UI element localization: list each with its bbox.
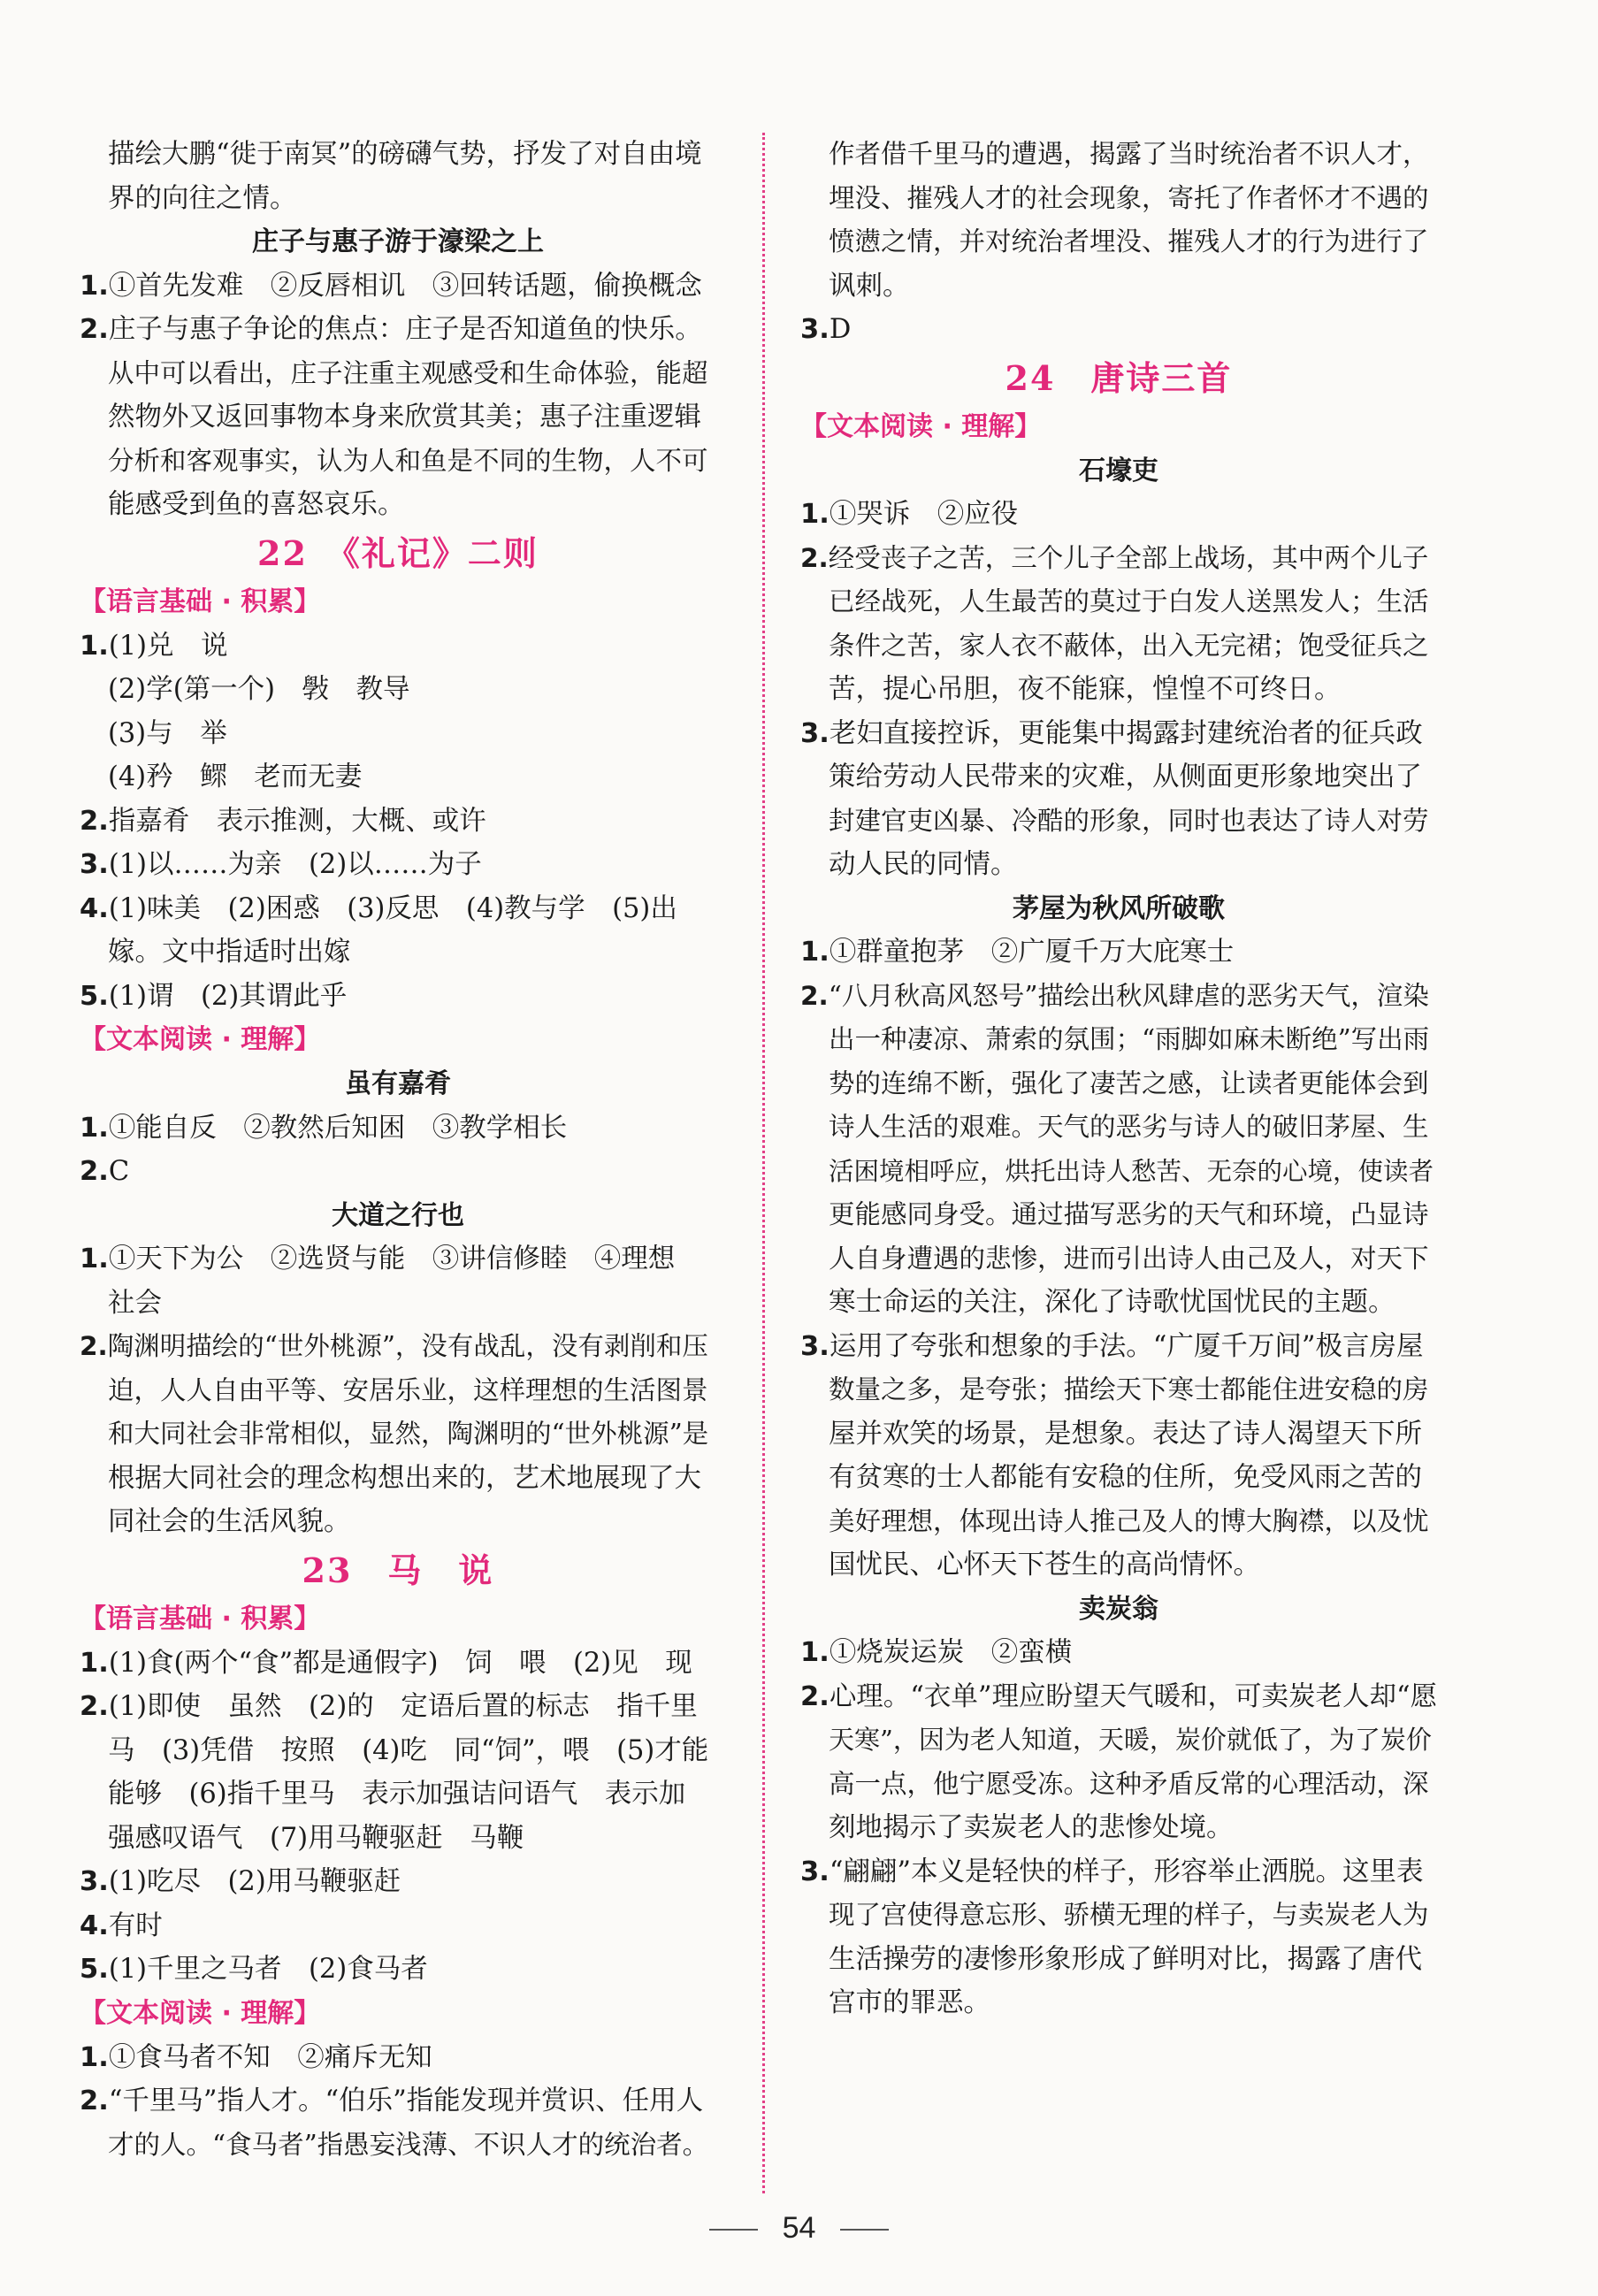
item-number: 2.	[80, 805, 109, 837]
answer-item	[80, 308, 716, 352]
text-line: 诗人生活的艰难。天气的恶劣与诗人的破旧茅屋、生	[829, 1112, 1429, 1142]
item-number: 1.	[80, 1112, 109, 1144]
text-line: 寒士命运的关注，深化了诗歌忧国忧民的主题。	[829, 1287, 1395, 1318]
column-divider	[762, 133, 765, 2193]
item-number: 1.	[800, 499, 830, 530]
item-number: 1.	[80, 1244, 109, 1274]
section-heading: 【文本阅读 · 理解】	[800, 410, 1042, 442]
answer-item	[800, 1850, 1437, 1894]
page-footer	[0, 2211, 1598, 2246]
text-line: 更能感同身受。通过描写恶劣的天气和环境，凸显诗	[829, 1199, 1429, 1229]
item-number: 4.	[80, 1910, 109, 1941]
chapter-title: 22 《礼记》二则	[257, 532, 539, 573]
answer-item	[80, 624, 716, 669]
text-line: 有贫寒的士人都能有安稳的住所，免受风雨之苦的	[829, 1462, 1422, 1493]
item-text: 运用了夸张和想象的手法。“广厦千万间”极言房屋	[829, 1330, 1424, 1362]
item-number: 3.	[800, 1856, 830, 1887]
item-text: ①首先发难 ②反唇相讥 ③回转话题，偷换概念	[108, 270, 702, 302]
right-column	[800, 133, 1437, 2025]
chapter-title: 23 马 说	[302, 1550, 494, 1590]
text-line: 从中可以看出，庄子注重主观感受和生命体验，能超	[108, 357, 708, 388]
item-text: (1)吃尽 (2)用马鞭驱赶	[108, 1866, 401, 1897]
item-number: 1.	[80, 270, 109, 302]
item-text: 心理。“衣单”理应盼望天气暖和，可卖炭老人却“愿	[829, 1680, 1438, 1712]
text-line: 封建官吏凶暴、冷酷的形象，同时也表达了诗人对劳	[829, 805, 1429, 836]
item-text: (1)兑 说	[108, 630, 228, 662]
text-line: 人自身遭遇的悲惨，进而引出诗人由己及人，对天下	[829, 1243, 1429, 1274]
answer-item	[80, 1642, 716, 1686]
text-line: 天寒”，因为老人知道，天暖，炭价就低了，为了炭价	[829, 1725, 1432, 1755]
item-text: ①天下为公 ②选贤与能 ③讲信修睦 ④理想	[108, 1244, 676, 1274]
item-text: ①哭诉 ②应役	[829, 499, 1019, 530]
item-number: 1.	[800, 1637, 830, 1668]
item-number: 2.	[800, 542, 829, 573]
answer-item	[80, 264, 716, 309]
text-line: 屋并欢笑的场景，是想象。表达了诗人渴望天下所	[829, 1418, 1422, 1450]
answer-item	[80, 1106, 716, 1151]
item-text: ①能自反 ②教然后知困 ③教学相长	[108, 1112, 568, 1144]
answer-item	[80, 1150, 716, 1194]
answer-item	[80, 800, 716, 844]
item-number: 2.	[800, 980, 829, 1011]
text-subtitle: 庄子与惠子游于濠梁之上	[252, 226, 544, 257]
text-line: 已经战死，人生最苦的莫过于白发人送黑发人；生活	[829, 586, 1429, 616]
text-line: 刻地揭示了卖炭老人的悲惨处境。	[829, 1812, 1234, 1843]
text-subtitle: 大道之行也	[332, 1199, 464, 1231]
item-number: 1.	[80, 630, 109, 662]
item-number: 3.	[800, 717, 830, 749]
item-number: 3.	[80, 1866, 109, 1897]
text-line: 策给劳动人民带来的灾难，从侧面更形象地突出了	[829, 762, 1422, 792]
answer-item	[80, 887, 716, 931]
item-text: 老妇直接控诉，更能集中揭露封建统治者的征兵政	[829, 717, 1423, 749]
text-line: 苦，提心吊胆，夜不能寐，惶惶不可终日。	[829, 674, 1342, 705]
item-number: 2.	[80, 1156, 109, 1187]
item-text: (1)以……为亲 (2)以……为子	[108, 849, 482, 880]
item-text: ①群童抱茅 ②广厦千万大庇寒士	[829, 937, 1235, 968]
answer-item	[800, 1631, 1437, 1675]
answer-item	[80, 975, 716, 1019]
text-line: 国忧民、心怀天下苍生的高尚情怀。	[829, 1550, 1260, 1580]
answer-item	[800, 712, 1437, 756]
text-line: 界的向往之情。	[108, 182, 297, 214]
answer-item	[80, 1948, 716, 1992]
text-line: 迫，人人自由平等、安居乐业，这样理想的生活图景	[108, 1374, 708, 1405]
text-line: 出一种凄凉、萧索的氛围；“雨脚如麻未断绝”写出雨	[829, 1024, 1430, 1054]
text-line: 才的人。“食马者”指愚妄浅薄、不识人才的统治者。	[108, 2129, 709, 2160]
chapter-title: 24 唐诗三首	[1005, 357, 1233, 398]
answer-item	[800, 308, 1437, 352]
answer-item	[80, 1325, 716, 1369]
text-line: 动人民的同情。	[829, 849, 1018, 880]
answer-item	[80, 1904, 716, 1948]
answer-item	[800, 975, 1437, 1019]
item-text: (1)千里之马者 (2)食马者	[108, 1954, 428, 1985]
answer-item	[80, 1860, 716, 1904]
item-number: 2.	[800, 1680, 830, 1712]
text-subtitle: 卖炭翁	[1079, 1593, 1158, 1625]
text-line: 作者借千里马的遭遇，揭露了当时统治者不识人才，	[829, 139, 1429, 169]
text-line: 描绘大鹏“徙于南冥”的磅礴气势，抒发了对自由境	[108, 139, 702, 170]
text-subtitle: 茅屋为秋风所破歌	[1013, 892, 1225, 924]
item-text: ①烧炭运炭 ②蛮横	[829, 1637, 1073, 1668]
left-column	[80, 133, 716, 2167]
item-text: D	[829, 314, 852, 345]
section-heading: 【语言基础 · 积累】	[80, 1603, 321, 1634]
answer-item	[800, 930, 1437, 975]
footer-dash-right	[840, 2229, 889, 2231]
text-line: 讽刺。	[829, 270, 910, 302]
answer-item	[80, 2036, 716, 2080]
item-text: (1)即使 虽然 (2)的 定语后置的标志 指千里	[108, 1691, 698, 1722]
text-line: 嫁。文中指适时出嫁	[108, 937, 351, 968]
answer-item	[800, 1675, 1437, 1719]
item-text: 经受丧子之苦，三个儿子全部上战场，其中两个儿子	[828, 542, 1429, 573]
answer-item	[80, 1237, 716, 1282]
text-line: 美好理想，体现出诗人推己及人的博大胸襟，以及忧	[829, 1505, 1429, 1536]
answer-item	[80, 1685, 716, 1729]
item-text: 陶渊明描绘的“世外桃源”，没有战乱，没有剥削和压	[107, 1331, 708, 1361]
text-line: 活困境相呼应，烘托出诗人愁苦、无奈的心境，使读者	[829, 1156, 1434, 1186]
text-line: 根据大同社会的理念构想出来的，艺术地展现了大	[108, 1462, 701, 1494]
item-text: (1)谓 (2)其谓此乎	[108, 980, 348, 1012]
page-number: 54	[782, 2211, 816, 2245]
item-number: 2.	[80, 314, 109, 345]
text-line: 势的连绵不断，强化了凄苦之感，让读者更能体会到	[829, 1068, 1429, 1098]
item-number: 3.	[800, 1330, 830, 1362]
text-subtitle: 虽有嘉肴	[345, 1068, 451, 1099]
item-number: 2.	[80, 1691, 109, 1722]
text-line: 现了宫使得意忘形、骄横无理的样子，与卖炭老人为	[829, 1900, 1429, 1930]
text-line: (2)学(第一个) 斅 教导	[108, 674, 410, 705]
item-number: 2.	[80, 1331, 108, 1361]
text-line: 然物外又返回事物本身来欣赏其美；惠子注重逻辑	[108, 402, 701, 432]
text-line: 同社会的生活风貌。	[108, 1506, 351, 1537]
item-text: ①食马者不知 ②痛斥无知	[108, 2041, 432, 2073]
text-line: 高一点，他宁愿受冻。这种矛盾反常的心理活动，深	[829, 1768, 1429, 1799]
section-heading: 【文本阅读 · 理解】	[80, 1997, 321, 2029]
item-text: C	[108, 1156, 130, 1187]
item-number: 4.	[80, 892, 109, 924]
text-line: 能感受到鱼的喜怒哀乐。	[108, 489, 405, 520]
text-subtitle: 石壕吏	[1079, 455, 1158, 486]
text-line: 埋没、摧残人才的社会现象，寄托了作者怀才不遇的	[829, 182, 1429, 213]
answer-item	[800, 537, 1437, 581]
item-number: 1.	[80, 1647, 109, 1679]
text-line: 马 (3)凭借 按照 (4)吃 同“饲”，喂 (5)才能	[108, 1734, 709, 1766]
item-text: 庄子与惠子争论的焦点：庄子是否知道鱼的快乐。	[108, 314, 702, 345]
text-line: 愤懑之情，并对统治者埋没、摧残人才的行为进行了	[829, 226, 1429, 256]
item-text: “八月秋高风怒号”描绘出秋风肆虐的恶劣天气，渲染	[828, 980, 1429, 1011]
text-line: 强感叹语气 (7)用马鞭驱赶 马鞭	[108, 1822, 524, 1854]
text-line: (4)矜 鳏 老而无妻	[108, 762, 363, 792]
text-line: 分析和客观事实，认为人和鱼是不同的生物，人不可	[108, 445, 708, 476]
item-text: “千里马”指人才。“伯乐”指能发现并赏识、任用人	[108, 2086, 704, 2116]
text-line: 宫市的罪恶。	[829, 1987, 990, 2018]
text-line: 和大同社会非常相似，显然，陶渊明的“世外桃源”是	[108, 1419, 709, 1449]
section-heading: 【文本阅读 · 理解】	[80, 1024, 321, 1055]
item-text: 指嘉肴 表示推测，大概、或许	[108, 805, 486, 837]
item-text: (1)食(两个“食”都是通假字) 饲 喂 (2)见 现	[108, 1647, 692, 1679]
footer-dash-left	[709, 2229, 758, 2231]
item-text: (1)味美 (2)困惑 (3)反思 (4)教与学 (5)出	[108, 892, 677, 924]
item-number: 1.	[800, 937, 830, 968]
section-heading: 【语言基础 · 积累】	[80, 585, 321, 617]
text-line: 社会	[108, 1287, 162, 1319]
text-line: 数量之多，是夸张；描绘天下寒士都能住进安稳的房	[829, 1374, 1429, 1404]
answer-item	[800, 493, 1437, 537]
item-number: 5.	[80, 1954, 109, 1985]
item-text: “翩翩”本义是轻快的样子，形容举止洒脱。这里表	[829, 1856, 1424, 1887]
answer-item	[800, 1325, 1437, 1369]
item-number: 3.	[800, 314, 830, 345]
item-number: 3.	[80, 849, 109, 880]
answer-item	[80, 843, 716, 887]
item-number: 5.	[80, 980, 109, 1012]
item-number: 2.	[80, 2086, 109, 2116]
item-number: 1.	[80, 2041, 109, 2073]
text-line: 条件之苦，家人衣不蔽体，出入无完裙；饱受征兵之	[829, 630, 1429, 661]
answer-item	[80, 2079, 716, 2124]
text-line: 能够 (6)指千里马 表示加强诘问语气 表示加	[108, 1779, 686, 1810]
text-line: 生活操劳的凄惨形象形成了鲜明对比，揭露了唐代	[829, 1943, 1422, 1975]
item-text: 有时	[108, 1910, 163, 1941]
text-line: (3)与 举	[108, 717, 227, 749]
